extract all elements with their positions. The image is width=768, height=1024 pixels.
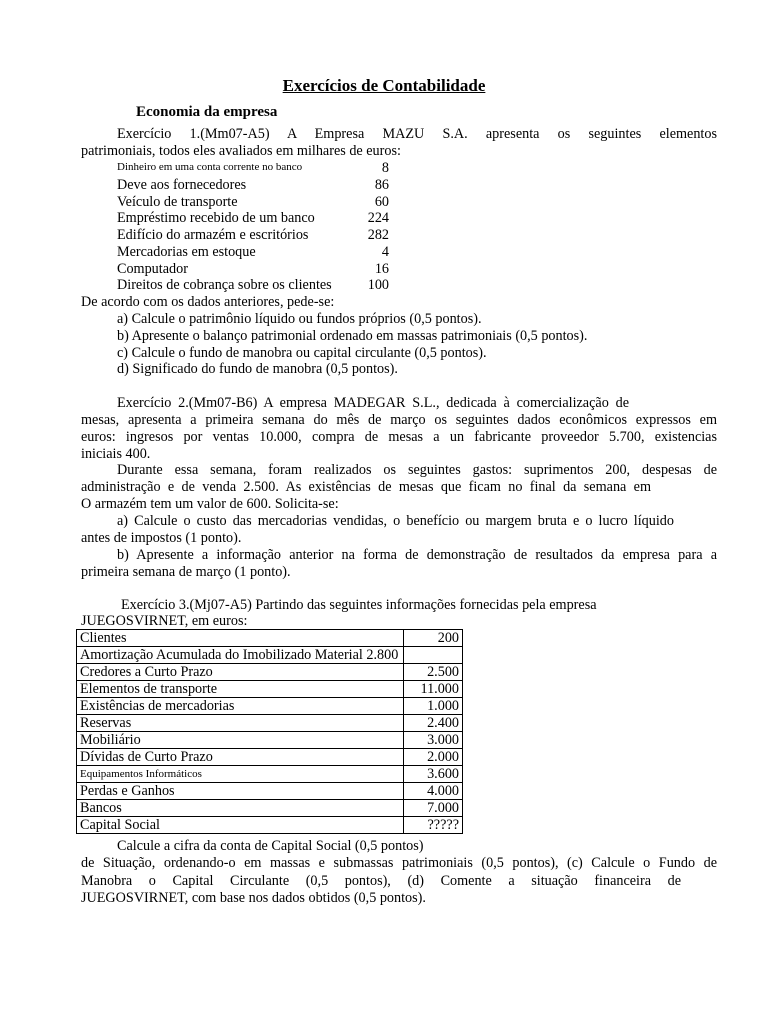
ex2-line: mesas, apresenta a primeira semana do mês de março os seguintes dados econômicos expressos em	[81, 412, 717, 428]
ex2-line: antes de impostos (1 ponto).	[81, 530, 242, 546]
table-row	[77, 647, 463, 664]
ex2-line: iniciais 400.	[81, 446, 151, 462]
ex1-intro-line-2: patrimoniais, todos eles avaliados em milhares de euros:	[81, 143, 401, 159]
ex2-line: O armazém tem um valor de 600. Solicita-se:	[81, 496, 339, 512]
table-row	[77, 800, 463, 817]
table-row	[77, 681, 463, 698]
ex1-item-label: Edifício do armazém e escritórios	[117, 227, 309, 243]
ex1-item-value: 4	[381, 244, 389, 260]
table-cell-label: Elementos de transporte	[77, 681, 404, 698]
table-cell-label: Credores a Curto Prazo	[77, 664, 404, 681]
ex1-item-value: 8	[381, 160, 389, 176]
ex3-intro-line-1: Exercício 3.(Mj07-A5) Partindo das seguintes informações fornecidas pela empresa	[121, 597, 597, 613]
ex2-line: a) Calcule o custo das mercadorias vendidas, o benefício ou margem bruta e o lucro líquido	[117, 513, 674, 529]
section-subtitle: Economia da empresa	[136, 104, 278, 120]
ex3-after-line: Calcule a cifra da conta de Capital Social (0,5 pontos)	[117, 838, 424, 854]
ex2-line: administração e de venda 2.500. As existências de mesas que ficam no final da semana em	[81, 479, 651, 495]
ex2-line: Exercício 2.(Mm07-B6) A empresa MADEGAR S.L., dedicada à comercialização de	[117, 395, 629, 411]
table-cell-label: Clientes	[77, 630, 404, 647]
table-cell-value: 3.000	[404, 732, 463, 749]
ex1-question: c) Calcule o fundo de manobra ou capital circulante (0,5 pontos).	[117, 345, 487, 361]
table-cell-value: 4.000	[404, 783, 463, 800]
table-row	[77, 732, 463, 749]
table-row	[77, 664, 463, 681]
ex1-question: a) Calcule o patrimônio líquido ou fundos próprios (0,5 pontos).	[117, 311, 482, 327]
table-row	[77, 766, 463, 783]
table-cell-label: Existências de mercadorias	[77, 698, 404, 715]
ex1-item-label: Mercadorias em estoque	[117, 244, 256, 260]
balance-table	[76, 629, 463, 834]
table-row	[77, 749, 463, 766]
ex1-item-value: 100	[367, 277, 389, 293]
table-cell-value	[404, 647, 463, 664]
ex1-item-label: Direitos de cobrança sobre os clientes	[117, 277, 332, 293]
table-cell-value: 2.500	[404, 664, 463, 681]
table-cell-value: 7.000	[404, 800, 463, 817]
ex1-item-value: 16	[374, 261, 389, 277]
ex1-item-value: 60	[374, 194, 389, 210]
table-cell-label: Capital Social	[77, 817, 404, 834]
table-cell-label: Dívidas de Curto Prazo	[77, 749, 404, 766]
ex1-item-label: Veículo de transporte	[117, 194, 238, 210]
ex2-line: b) Apresente a informação anterior na forma de demonstração de resultados da empresa para a	[117, 547, 717, 563]
table-cell-label: Perdas e Ganhos	[77, 783, 404, 800]
ex1-item-value: 86	[374, 177, 389, 193]
ex3-after-line: JUEGOSVIRNET, com base nos dados obtidos (0,5 pontos).	[81, 890, 426, 906]
table-cell-value: 11.000	[404, 681, 463, 698]
table-row	[77, 698, 463, 715]
ex2-line: Durante essa semana, foram realizados os seguintes gastos: suprimentos 200, despesas de	[117, 462, 717, 478]
ex1-question: b) Apresente o balanço patrimonial ordenado em massas patrimoniais (0,5 pontos).	[117, 328, 588, 344]
ex3-after-line: de Situação, ordenando-o em massas e submassas patrimoniais (0,5 pontos), (c) Calcule o Fundo de	[81, 855, 717, 871]
ex1-item-value: 224	[367, 210, 389, 226]
ex1-ask: De acordo com os dados anteriores, pede-se:	[81, 294, 335, 310]
table-cell-value: 3.600	[404, 766, 463, 783]
table-cell-value: 200	[404, 630, 463, 647]
ex1-item-label: Computador	[117, 261, 188, 277]
ex1-item-label: Deve aos fornecedores	[117, 177, 247, 193]
ex3-intro-line-2: JUEGOSVIRNET, em euros:	[81, 613, 248, 629]
ex1-intro-line-1: Exercício 1.(Mm07-A5) A Empresa MAZU S.A. apresenta os seguintes elementos	[117, 126, 717, 142]
ex1-question: d) Significado do fundo de manobra (0,5 pontos).	[117, 361, 398, 377]
table-cell-value: 2.000	[404, 749, 463, 766]
table-cell-label: Reservas	[77, 715, 404, 732]
page-title: Exercícios de Contabilidade	[282, 76, 486, 95]
table-cell-value: 1.000	[404, 698, 463, 715]
table-cell-label: Mobiliário	[77, 732, 404, 749]
ex2-line: euros: ingresos por ventas 10.000, compra de mesas a un fabricante proveedor 5.700, existencias	[81, 429, 717, 445]
ex1-item-value: 282	[367, 227, 389, 243]
ex1-item-label: Empréstimo recebido de um banco	[117, 210, 315, 226]
table-cell-value: ?????	[404, 817, 463, 834]
table-row	[77, 783, 463, 800]
table-row	[77, 630, 463, 647]
table-cell-label: Equipamentos Informáticos	[77, 766, 404, 783]
table-row	[77, 715, 463, 732]
table-row	[77, 817, 463, 834]
table-cell-value: 2.400	[404, 715, 463, 732]
ex2-line: primeira semana de março (1 ponto).	[81, 564, 291, 580]
ex1-item-label: Dinheiro em uma conta corrente no banco	[117, 161, 303, 173]
table-cell-label: Bancos	[77, 800, 404, 817]
ex3-after-line: Manobra o Capital Circulante (0,5 pontos), (d) Comente a situação financeira de	[81, 873, 681, 889]
table-cell-label: Amortização Acumulada do Imobilizado Material 2.800	[77, 647, 404, 664]
